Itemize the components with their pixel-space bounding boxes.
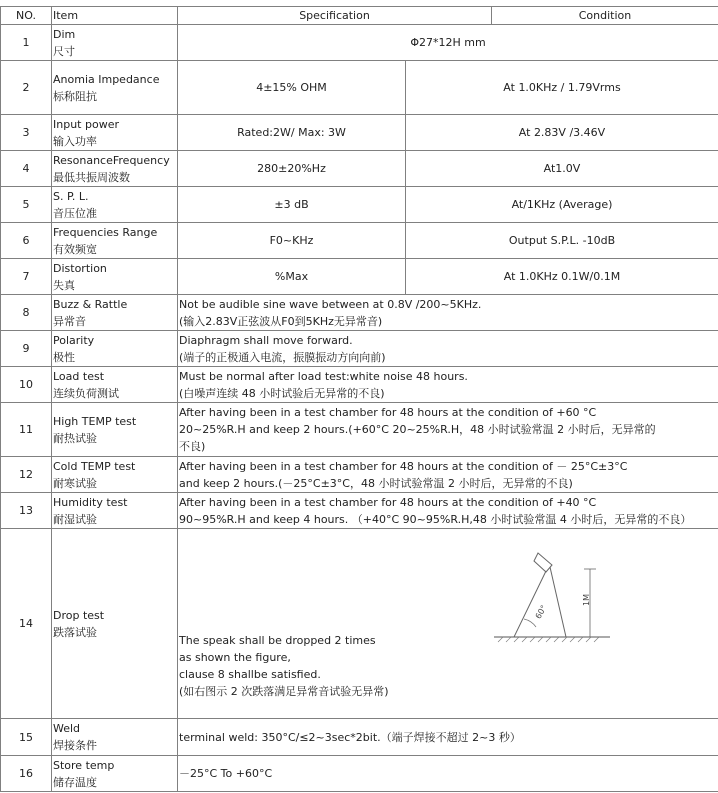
header-row	[1, 7, 718, 25]
row-item	[52, 259, 178, 295]
height-label: 1M	[582, 594, 591, 606]
table-row	[1, 529, 718, 719]
item-cn: 储存温度	[53, 775, 97, 789]
row-spec	[178, 719, 718, 756]
vertical-line	[550, 567, 566, 637]
spec-line: After having been in a test chamber for 48 hours at the condition of +40 °C	[179, 495, 597, 509]
table-row	[1, 493, 718, 529]
item-en: Distortion	[53, 261, 107, 275]
row-spec: 280±20%Hz	[178, 151, 406, 187]
row-spec: Φ27*12H mm	[178, 25, 718, 61]
row-spec: ±3 dB	[178, 187, 406, 223]
table-row	[1, 115, 718, 151]
row-spec	[178, 457, 718, 493]
item-en: High TEMP test	[53, 414, 137, 428]
item-cn: 焊接条件	[53, 739, 97, 752]
item-cn: 耐湿试验	[53, 512, 97, 526]
item-en: Humidity test	[53, 495, 128, 509]
row-item	[52, 403, 178, 457]
table-row	[1, 25, 718, 61]
spec-line: Must be normal after load test:white noise 48 hours.	[179, 369, 468, 383]
row-condition: At1.0V	[406, 151, 718, 187]
row-no: 3	[1, 115, 52, 151]
table-row	[1, 756, 718, 792]
item-en: Weld	[53, 722, 81, 735]
spec-line: 90~95%R.H and keep 4 hours. （+40°C 90~95%R.H,48 小时试验常温 4 小时后，无异常的不良）	[179, 512, 692, 526]
row-item	[52, 295, 178, 331]
ground-hatch	[498, 637, 599, 642]
row-no: 5	[1, 187, 52, 223]
row-spec	[178, 331, 718, 367]
table-row	[1, 151, 718, 187]
spec-line: clause 8 shallbe satisfied.	[179, 668, 321, 681]
spec-line: (如右图示 2 次跌落满足异常音试验无异常)	[179, 685, 389, 698]
header-item: Item	[52, 7, 178, 25]
row-item	[52, 223, 178, 259]
speaker-body	[534, 553, 552, 572]
item-cn: 输入功率	[53, 134, 97, 148]
spec-line: terminal weld: 350°C/≤2~3sec*2bit.（端子焊接不超过 2~3 秒）	[179, 730, 521, 744]
row-item	[52, 187, 178, 223]
table-row	[1, 457, 718, 493]
row-condition: At 1.0KHz 0.1W/0.1M	[406, 259, 718, 295]
row-spec: 4±15% OHM	[178, 61, 406, 115]
item-en: Buzz & Rattle	[53, 297, 128, 311]
item-en: ResonanceFrequency	[53, 153, 170, 167]
item-cn: 跌落试验	[53, 625, 97, 639]
row-no: 4	[1, 151, 52, 187]
row-no: 13	[1, 493, 52, 529]
item-en: Dim	[53, 27, 76, 41]
item-cn: 异常音	[53, 314, 86, 328]
table-row	[1, 331, 718, 367]
item-en: Input power	[53, 117, 119, 131]
table-row	[1, 259, 718, 295]
item-en: S. P. L.	[53, 189, 89, 203]
header-spec: Specification	[178, 7, 492, 25]
row-no: 11	[1, 403, 52, 457]
item-cn: 音压位准	[53, 206, 97, 220]
item-cn: 极性	[53, 350, 75, 364]
item-en: Frequencies Range	[53, 225, 158, 239]
row-no: 1	[1, 25, 52, 61]
item-cn: 耐寒试验	[53, 476, 97, 490]
item-cn: 标称阻抗	[53, 89, 97, 103]
row-spec	[178, 493, 718, 529]
row-spec	[178, 367, 718, 403]
row-spec	[178, 295, 718, 331]
table-row	[1, 403, 718, 457]
spec-line: －25°C To +60°C	[179, 767, 273, 780]
drop-text	[179, 632, 389, 700]
row-no: 14	[1, 529, 52, 719]
row-item	[52, 367, 178, 403]
item-en: Polarity	[53, 333, 95, 347]
angle-arc	[524, 619, 536, 627]
item-cn: 连续负荷测试	[53, 386, 119, 400]
row-no: 9	[1, 331, 52, 367]
row-no: 16	[1, 756, 52, 792]
row-no: 12	[1, 457, 52, 493]
row-condition: At 1.0KHz / 1.79Vrms	[406, 61, 718, 115]
row-condition: Output S.P.L. -10dB	[406, 223, 718, 259]
table-row	[1, 295, 718, 331]
row-condition: At/1KHz (Average)	[406, 187, 718, 223]
table-row	[1, 367, 718, 403]
spec-line: After having been in a test chamber for 48 hours at the condition of － 25°C±3°C	[179, 459, 628, 473]
spec-line: The speak shall be dropped 2 times	[179, 634, 376, 647]
row-no: 8	[1, 295, 52, 331]
row-no: 15	[1, 719, 52, 756]
row-spec	[178, 529, 718, 719]
spec-line: as shown the figure,	[179, 651, 291, 664]
spec-line: Diaphragm shall move forward.	[179, 333, 353, 347]
row-item	[52, 493, 178, 529]
row-spec: Rated:2W/ Max: 3W	[178, 115, 406, 151]
angle-label: 60°	[533, 603, 549, 621]
item-cn: 有效频宽	[53, 242, 97, 256]
drop-test-figure	[494, 547, 612, 647]
row-item	[52, 25, 178, 61]
header-no: NO.	[1, 7, 52, 25]
row-no: 10	[1, 367, 52, 403]
row-item	[52, 719, 178, 756]
item-en: Drop test	[53, 608, 105, 622]
row-spec: F0~KHz	[178, 223, 406, 259]
spec-line: (输入2.83V正弦波从F0到5KHz无异常音)	[179, 314, 383, 328]
item-en: Cold TEMP test	[53, 459, 136, 473]
row-item	[52, 61, 178, 115]
item-cn: 失真	[53, 278, 75, 292]
spec-line: and keep 2 hours.(－25°C±3°C，48 小时试验常温 2 小时后，无异常的不良)	[179, 476, 573, 490]
spec-line: 不良)	[179, 440, 206, 453]
spec-table	[0, 6, 718, 792]
item-cn: 耐热试验	[53, 431, 97, 445]
row-condition: At 2.83V /3.46V	[406, 115, 718, 151]
item-cn: 最低共振周波数	[53, 170, 130, 184]
item-cn: 尺寸	[53, 44, 75, 58]
row-no: 6	[1, 223, 52, 259]
item-en: Anomia Impedance	[53, 72, 160, 86]
row-spec: %Max	[178, 259, 406, 295]
row-no: 7	[1, 259, 52, 295]
spec-line: Not be audible sine wave between at 0.8V /200~5KHz.	[179, 297, 482, 311]
header-condition: Condition	[492, 7, 718, 25]
row-spec	[178, 403, 718, 457]
row-item	[52, 529, 178, 719]
row-item	[52, 331, 178, 367]
row-spec	[178, 756, 718, 792]
row-item	[52, 115, 178, 151]
table-row	[1, 61, 718, 115]
table-row	[1, 719, 718, 756]
row-no: 2	[1, 61, 52, 115]
row-item	[52, 151, 178, 187]
row-item	[52, 457, 178, 493]
item-en: Load test	[53, 369, 105, 383]
spec-line: After having been in a test chamber for 48 hours at the condition of +60 °C	[179, 406, 597, 419]
row-item	[52, 756, 178, 792]
table-row	[1, 223, 718, 259]
item-en: Store temp	[53, 758, 115, 772]
table-row	[1, 187, 718, 223]
spec-line: (端子的正极通入电流，振膜振动方向向前)	[179, 350, 386, 364]
spec-line: (白噪声连续 48 小时试验后无异常的不良)	[179, 386, 385, 400]
spec-line: 20~25%R.H and keep 2 hours.(+60°C 20~25%R.H，48 小时试验常温 2 小时后，无异常的	[179, 423, 656, 436]
